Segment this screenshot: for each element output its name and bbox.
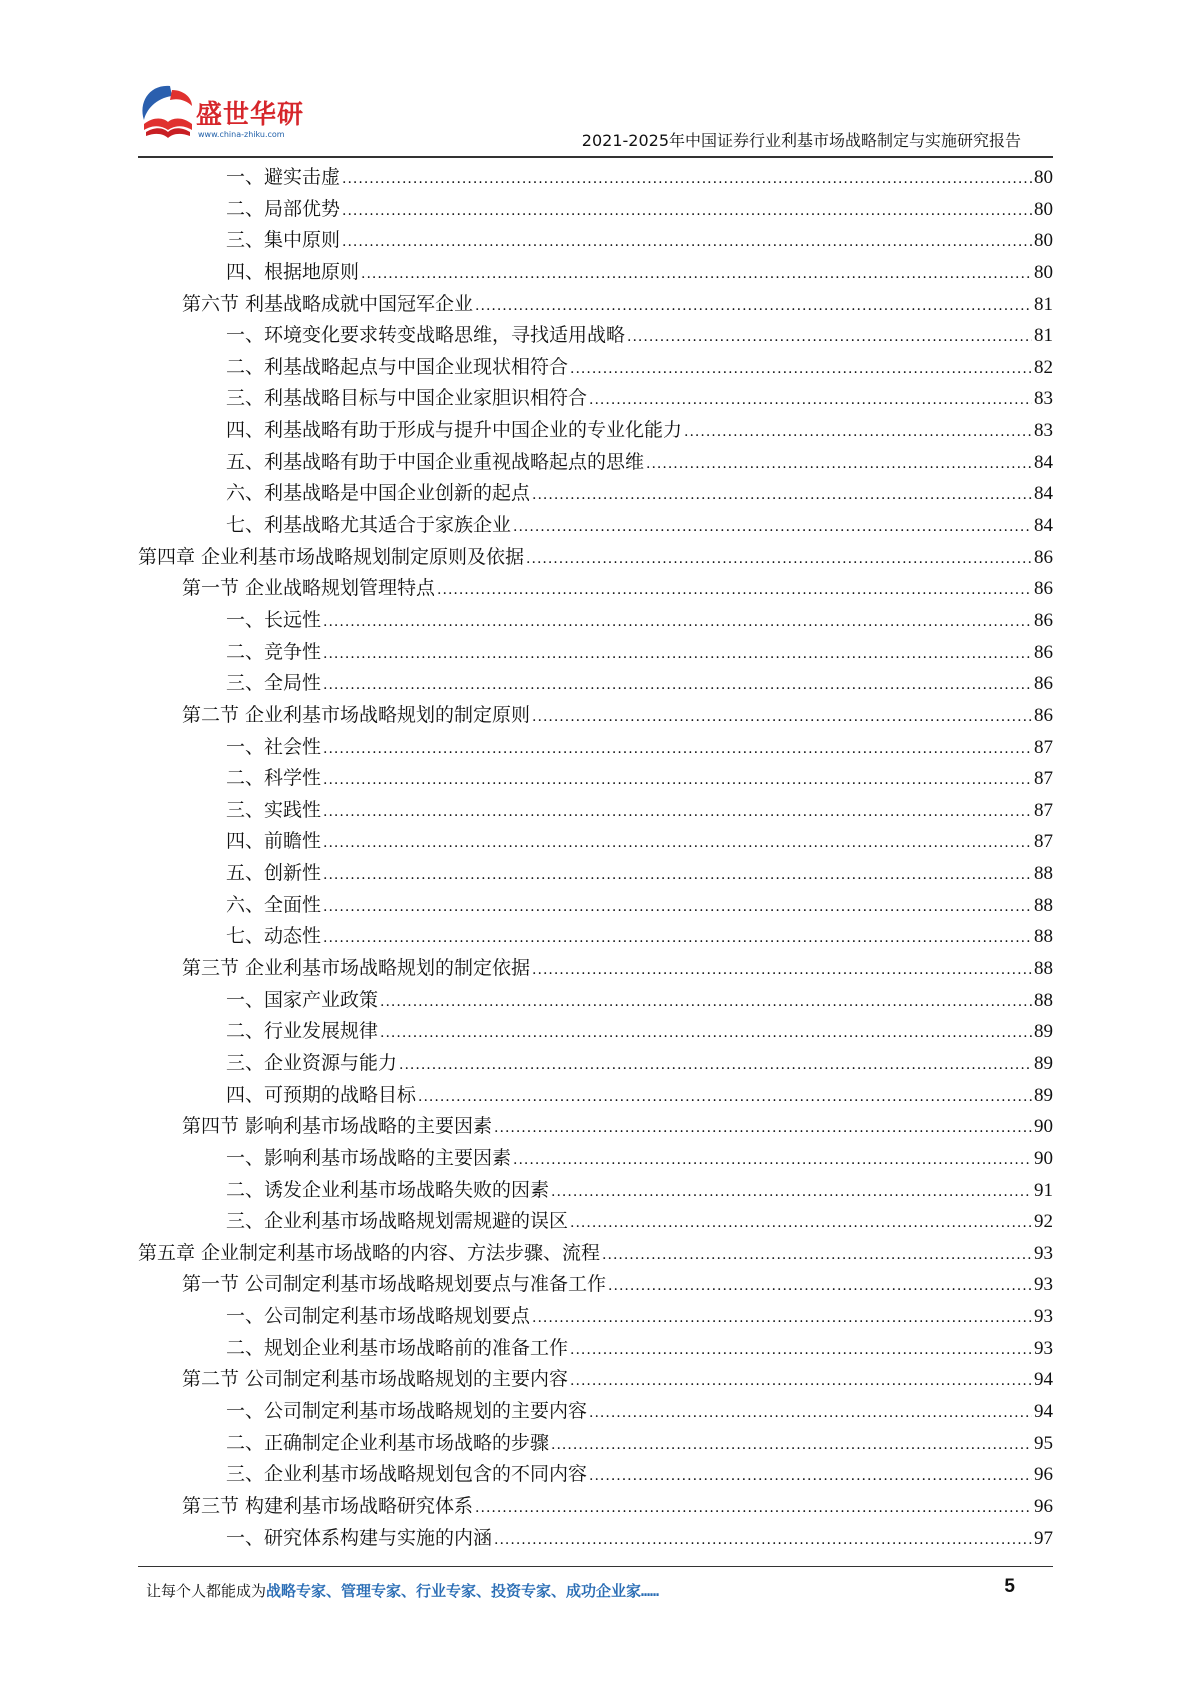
toc-entry-title: 第四章 企业利基市场战略规划制定原则及依据	[138, 545, 525, 568]
toc-entry-title: 三、利基战略目标与中国企业家胆识相符合	[226, 387, 588, 410]
toc-entry-page: 87	[1034, 831, 1053, 853]
logo-name: 盛世华研	[196, 100, 305, 130]
toc-entry-page: 89	[1034, 1052, 1053, 1074]
toc-dot-leader	[342, 196, 1032, 228]
toc-entry-title: 三、集中原则	[226, 229, 341, 252]
toc-item[interactable]	[138, 320, 1053, 352]
toc-entry-title: 一、避实击虚	[226, 166, 341, 188]
toc-item[interactable]	[138, 1080, 1053, 1112]
toc-entry-title: 二、诱发企业利基市场战略失败的因素	[226, 1178, 550, 1201]
toc-dot-leader	[361, 259, 1032, 291]
toc-item[interactable]	[138, 194, 1053, 226]
toc-entry-page: 87	[1034, 736, 1053, 758]
toc-entry-page: 83	[1034, 420, 1053, 442]
toc-dot-leader	[475, 1493, 1032, 1525]
toc-dot-leader	[532, 955, 1032, 987]
toc-entry-page: 83	[1034, 388, 1053, 410]
toc-item[interactable]	[138, 668, 1053, 700]
toc-entry-title: 二、正确制定企业利基市场战略的步骤	[226, 1431, 550, 1454]
toc-entry-title: 一、公司制定利基市场战略规划的主要内容	[226, 1399, 588, 1422]
toc-entry-page: 96	[1034, 1495, 1053, 1517]
toc-entry-page: 88	[1034, 989, 1053, 1011]
toc-entry-title: 第二节 公司制定利基市场战略规划的主要内容	[182, 1368, 569, 1391]
toc-entry-page: 96	[1034, 1464, 1053, 1486]
toc-item[interactable]	[138, 985, 1053, 1017]
toc-entry-title: 七、动态性	[226, 925, 322, 948]
toc-entry-title: 一、公司制定利基市场战略规划要点	[226, 1305, 531, 1328]
toc-entry-title: 第三节 构建利基市场战略研究体系	[182, 1494, 474, 1517]
toc-dot-leader	[323, 670, 1032, 702]
toc-entry-page: 86	[1034, 673, 1053, 695]
toc-entry-title: 二、行业发展规律	[226, 1020, 379, 1043]
toc-section[interactable]	[138, 573, 1053, 605]
toc-entry-page: 87	[1034, 768, 1053, 790]
toc-dot-leader	[684, 417, 1032, 449]
toc-entry-page: 93	[1034, 1242, 1053, 1264]
toc-dot-leader	[513, 512, 1032, 544]
toc-dot-leader	[323, 892, 1032, 924]
toc-entry-title: 二、科学性	[226, 767, 322, 790]
toc-item[interactable]	[138, 637, 1053, 669]
toc-entry-page: 90	[1034, 1147, 1053, 1169]
toc-entry-page: 84	[1034, 515, 1053, 537]
toc-entry-title: 第二节 企业利基市场战略规划的制定原则	[182, 703, 531, 726]
toc-dot-leader	[399, 1050, 1032, 1082]
toc-item[interactable]	[138, 826, 1053, 858]
toc-chapter[interactable]	[138, 542, 1053, 574]
slogan-lead: 让每个人都能成为	[146, 1582, 267, 1600]
book-swoosh-logo-icon	[136, 80, 200, 144]
toc-entry-page: 97	[1034, 1527, 1053, 1549]
toc-item[interactable]	[138, 1396, 1053, 1428]
toc-entry-title: 三、企业利基市场战略规划包含的不同内容	[226, 1463, 588, 1486]
toc-entry-title: 四、利基战略有助于形成与提升中国企业的专业化能力	[226, 419, 683, 442]
toc-entry-title: 三、实践性	[226, 798, 322, 821]
toc-entry-title: 二、竞争性	[226, 640, 322, 663]
toc-entry-title: 第一节 企业战略规划管理特点	[182, 577, 436, 600]
toc-item[interactable]	[138, 1428, 1053, 1460]
toc-entry-page: 89	[1034, 1021, 1053, 1043]
toc-dot-leader	[532, 480, 1032, 512]
toc-dot-leader	[589, 1398, 1032, 1430]
toc-item[interactable]	[138, 1048, 1053, 1080]
toc-entry-page: 86	[1034, 546, 1053, 568]
toc-entry-page: 80	[1034, 261, 1053, 283]
toc-entry-page: 93	[1034, 1337, 1053, 1359]
toc-section[interactable]	[138, 700, 1053, 732]
toc-dot-leader	[475, 291, 1032, 323]
page-number: 5	[1004, 1576, 1015, 1597]
toc-item[interactable]	[138, 890, 1053, 922]
toc-dot-leader	[437, 575, 1032, 607]
toc-entry-title: 一、社会性	[226, 735, 322, 758]
toc-entry-title: 四、可预期的战略目标	[226, 1083, 417, 1106]
toc-entry-page: 88	[1034, 958, 1053, 980]
toc-entry-page: 90	[1034, 1116, 1053, 1138]
toc-item[interactable]	[138, 1523, 1053, 1555]
toc-dot-leader	[323, 797, 1032, 829]
toc-item[interactable]	[138, 732, 1053, 764]
toc-entry-page: 81	[1034, 293, 1053, 315]
footer-slogan	[146, 1580, 659, 1601]
toc-item[interactable]	[138, 795, 1053, 827]
toc-item[interactable]	[138, 352, 1053, 384]
toc-entry-page: 91	[1034, 1179, 1053, 1201]
toc-section[interactable]	[138, 1491, 1053, 1523]
toc-dot-leader	[532, 1303, 1032, 1335]
toc-dot-leader	[418, 1082, 1032, 1114]
toc-entry-title: 一、国家产业政策	[226, 988, 379, 1011]
toc-entry-title: 第六节 利基战略成就中国冠军企业	[182, 292, 474, 315]
toc-entry-title: 六、利基战略是中国企业创新的起点	[226, 482, 531, 505]
toc-item[interactable]	[138, 415, 1053, 447]
toc-item[interactable]	[138, 1175, 1053, 1207]
page-header	[0, 0, 1191, 160]
toc-dot-leader	[570, 354, 1032, 386]
logo-url: www.china-zhiku.com	[198, 130, 285, 139]
toc-item[interactable]	[138, 383, 1053, 415]
toc-entry-title: 一、研究体系构建与实施的内涵	[226, 1526, 493, 1549]
toc-dot-leader	[570, 1335, 1032, 1367]
toc-entry-page: 86	[1034, 641, 1053, 663]
toc-item[interactable]	[138, 763, 1053, 795]
toc-entry-title: 一、影响利基市场战略的主要因素	[226, 1146, 512, 1169]
toc-item[interactable]	[138, 257, 1053, 289]
toc-dot-leader	[380, 987, 1032, 1019]
toc-item[interactable]	[138, 1016, 1053, 1048]
company-logo	[136, 80, 326, 150]
toc-entry-page: 80	[1034, 198, 1053, 220]
toc-dot-leader	[602, 1240, 1032, 1272]
toc-dot-leader	[551, 1430, 1032, 1462]
toc-dot-leader	[646, 449, 1032, 481]
toc-entry-title: 二、利基战略起点与中国企业现状相符合	[226, 355, 569, 378]
toc-entry-page: 86	[1034, 704, 1053, 726]
toc-section[interactable]	[138, 289, 1053, 321]
toc-dot-leader	[323, 607, 1032, 639]
toc-entry-title: 七、利基战略尤其适合于家族企业	[226, 514, 512, 537]
toc-entry-title: 一、环境变化要求转变战略思维，寻找适用战略	[226, 324, 626, 347]
toc-entry-title: 三、企业利基市场战略规划需规避的误区	[226, 1210, 569, 1233]
toc-chapter[interactable]	[138, 1238, 1053, 1270]
toc-item[interactable]	[138, 1459, 1053, 1491]
footer-divider	[138, 1566, 1053, 1567]
toc-entry-title: 四、前瞻性	[226, 830, 322, 853]
toc-dot-leader	[342, 227, 1032, 259]
toc-entry-page: 80	[1034, 167, 1053, 188]
toc-entry-page: 88	[1034, 863, 1053, 885]
toc-dot-leader	[323, 923, 1032, 955]
toc-entry-title: 第四节 影响利基市场战略的主要因素	[182, 1115, 493, 1138]
toc-item[interactable]	[138, 1301, 1053, 1333]
toc-entry-page: 94	[1034, 1369, 1053, 1391]
toc-entry-title: 五、利基战略有助于中国企业重视战略起点的思维	[226, 450, 645, 473]
toc-entry-title: 三、全局性	[226, 672, 322, 695]
toc-dot-leader	[494, 1525, 1032, 1557]
header-divider	[138, 156, 1053, 158]
toc-entry-page: 84	[1034, 483, 1053, 505]
toc-item[interactable]	[138, 478, 1053, 510]
toc-dot-leader	[570, 1366, 1032, 1398]
toc-entry-title: 第五章 企业制定利基市场战略的内容、方法步骤、流程	[138, 1241, 601, 1264]
table-of-contents	[138, 162, 1053, 1554]
toc-section[interactable]	[138, 953, 1053, 985]
toc-item[interactable]	[138, 1143, 1053, 1175]
toc-entry-title: 第三节 企业利基市场战略规划的制定依据	[182, 957, 531, 980]
toc-section[interactable]	[138, 1364, 1053, 1396]
toc-dot-leader	[570, 1208, 1032, 1240]
toc-dot-leader	[589, 1461, 1032, 1493]
toc-section[interactable]	[138, 1111, 1053, 1143]
toc-dot-leader	[323, 734, 1032, 766]
toc-entry-title: 二、局部优势	[226, 197, 341, 220]
toc-entry-page: 80	[1034, 230, 1053, 252]
toc-item[interactable]	[138, 605, 1053, 637]
report-title: 2021-2025年中国证券行业利基市场战略制定与实施研究报告	[581, 131, 1021, 150]
toc-dot-leader	[526, 544, 1032, 576]
toc-entry-page: 86	[1034, 578, 1053, 600]
slogan-highlight: 战略专家、管理专家、行业专家、投资专家、成功企业家……	[266, 1582, 660, 1600]
toc-dot-leader	[589, 385, 1032, 417]
toc-section[interactable]	[138, 1269, 1053, 1301]
toc-dot-leader	[627, 322, 1032, 354]
toc-entry-page: 86	[1034, 609, 1053, 631]
toc-entry-title: 五、创新性	[226, 862, 322, 885]
toc-entry-page: 95	[1034, 1432, 1053, 1454]
toc-dot-leader	[323, 765, 1032, 797]
toc-dot-leader	[513, 1145, 1032, 1177]
toc-dot-leader	[380, 1018, 1032, 1050]
toc-dot-leader	[323, 828, 1032, 860]
toc-entry-title: 二、规划企业利基市场战略前的准备工作	[226, 1336, 569, 1359]
toc-entry-page: 93	[1034, 1274, 1053, 1296]
toc-dot-leader	[608, 1271, 1032, 1303]
toc-item[interactable]	[138, 1333, 1053, 1365]
toc-entry-page: 82	[1034, 356, 1053, 378]
toc-entry-title: 一、长远性	[226, 608, 322, 631]
toc-entry-title: 三、企业资源与能力	[226, 1051, 398, 1074]
toc-entry-page: 88	[1034, 894, 1053, 916]
toc-entry-page: 84	[1034, 451, 1053, 473]
toc-entry-title: 第一节 公司制定利基市场战略规划要点与准备工作	[182, 1273, 607, 1296]
toc-item[interactable]	[138, 921, 1053, 953]
toc-entry-title: 四、根据地原则	[226, 260, 360, 283]
toc-entry-page: 87	[1034, 799, 1053, 821]
toc-entry-page: 88	[1034, 926, 1053, 948]
toc-entry-page: 93	[1034, 1306, 1053, 1328]
toc-entry-page: 89	[1034, 1084, 1053, 1106]
toc-dot-leader	[551, 1177, 1032, 1209]
toc-dot-leader	[342, 164, 1032, 196]
toc-item[interactable]	[138, 225, 1053, 257]
toc-item[interactable]	[138, 162, 1053, 194]
toc-dot-leader	[323, 860, 1032, 892]
toc-item[interactable]	[138, 447, 1053, 479]
toc-entry-page: 92	[1034, 1211, 1053, 1233]
toc-item[interactable]	[138, 510, 1053, 542]
toc-entry-page: 81	[1034, 325, 1053, 347]
toc-dot-leader	[494, 1113, 1032, 1145]
toc-item[interactable]	[138, 858, 1053, 890]
toc-entry-page: 94	[1034, 1400, 1053, 1422]
toc-dot-leader	[323, 639, 1032, 671]
toc-entry-title: 六、全面性	[226, 893, 322, 916]
toc-item[interactable]	[138, 1206, 1053, 1238]
toc-dot-leader	[532, 702, 1032, 734]
